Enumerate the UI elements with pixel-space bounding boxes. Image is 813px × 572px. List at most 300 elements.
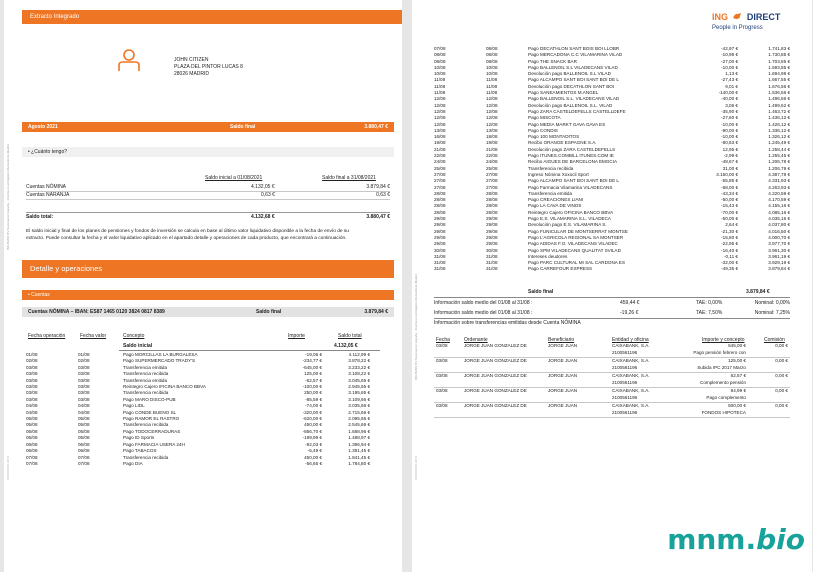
balance: 1.496,56 € (768, 96, 790, 102)
value-date: 28/08 (486, 197, 498, 203)
balance: 3.108,22 € (348, 371, 370, 377)
concept: Pago ADIDAS F.O. VILADECANS VILADEC (528, 241, 618, 247)
transfer-ordering: JORGE JUAN GONZALEZ DE (464, 358, 527, 363)
transfer-concept: Complemento pensión (700, 379, 746, 385)
amount: 3.150,00 € (716, 171, 738, 177)
concept: Pago E.S. VILAMARINA S.L. VILADECA (528, 216, 611, 222)
transfer-ordering: JORGE JUAN GONZALEZ DE (464, 373, 527, 378)
op-date: 04/08 (26, 403, 38, 409)
transfer-amount: 125,00 € (728, 358, 746, 363)
op-date: 29/08 (434, 241, 446, 247)
value-date: 29/08 (486, 241, 498, 247)
amount: -40,00 € (721, 96, 738, 102)
concept: Pago BALLENOIL S.L. VILADECANS VILAD (528, 96, 620, 102)
concept: Pago Farmacia Vilamarina VILADECANS (528, 184, 613, 190)
account-final-label: Saldo final (256, 309, 282, 315)
op-date: 29/08 (434, 222, 446, 228)
concept: Pago RAMOR EL RASTRO (123, 416, 180, 422)
value-date: 06/08 (78, 448, 90, 454)
value-date: 05/08 (78, 435, 90, 441)
transfer-beneficiary: JORGE JUAN (548, 373, 578, 378)
op-date: 31/08 (434, 266, 446, 272)
amount: -2,99 € (723, 153, 738, 159)
transfer-row (434, 403, 790, 418)
accounts-title: • Cuentas (28, 292, 50, 298)
summary-bar (22, 122, 394, 132)
concept: Pago TODOCERRADURAS (123, 428, 181, 434)
value-date: 25/08 (486, 165, 498, 171)
amount: -48,67 € (721, 159, 738, 165)
how-much-row (26, 192, 390, 200)
concept: Pago CONDE BUENO SL (123, 409, 177, 415)
balance: 3.961,19 € (768, 253, 790, 259)
final-balance-amount: 3.879,84 € (746, 289, 770, 295)
avg-row (434, 300, 790, 307)
transfer-ordering: JORGE JUAN GONZALEZ DE (464, 343, 527, 348)
amount: 31,00 € (722, 165, 738, 171)
value-date: 05/08 (78, 422, 90, 428)
value-date: 06/08 (78, 441, 90, 447)
balance: 3.977,70 € (768, 241, 790, 247)
concept: Ingreso Nómina Xoxocil Sport (528, 171, 589, 177)
balance: 2.715,66 € (348, 409, 370, 415)
amount: -80,63 € (721, 140, 738, 146)
balance: 4.112,99 € (348, 352, 370, 357)
value-date: 28/08 (486, 190, 498, 196)
value-date: 03/08 (78, 384, 90, 390)
concept: Transferencia emitida (123, 364, 167, 370)
balance: 3.879,84 € (768, 266, 790, 272)
value-date: 12/08 (486, 96, 498, 102)
concept: Pago SUPERMERCADO TRADY'S (123, 358, 196, 364)
transfer-row (434, 343, 790, 358)
statement-page-1 (4, 0, 402, 572)
amount: -49,35 € (721, 266, 738, 272)
col-op-date: Fecha operación (28, 333, 66, 339)
avg-row (434, 310, 790, 317)
table-row (434, 159, 790, 165)
avg-label: Información saldo medio del 01/08 al 31/08 : (434, 310, 533, 316)
balance: 1.326,12 € (768, 134, 790, 140)
value-date: 28/08 (486, 203, 498, 209)
initial-balance-label: Saldo inicial (123, 343, 153, 349)
col-balance: Saldo total (338, 333, 362, 339)
value-date: 08/08 (486, 58, 498, 64)
op-date: 10/08 (434, 71, 446, 77)
transfer-amount: 645,00 € (728, 343, 746, 348)
amount: -22,95 € (721, 241, 738, 247)
balance: 4.037,80 € (768, 222, 790, 228)
concept: Pago FARMACIA USERA 24H (123, 441, 185, 447)
table-row (434, 178, 790, 184)
table-row (434, 241, 790, 247)
op-date: 28/08 (434, 203, 446, 209)
transfer-date: 03/08 (436, 373, 448, 378)
concept: Pago CARREFOUR EXPRESS (528, 266, 593, 272)
value-date: 28/08 (486, 209, 498, 215)
divider (434, 297, 790, 298)
concept: Transferencia recibida (123, 371, 169, 377)
value-date: 04/08 (78, 409, 90, 415)
concept: Pago FUNICULAR DE MONTSERRAT MONTSE (528, 228, 628, 234)
amount: -0,11 € (724, 253, 738, 259)
concept: Recibo ORANGE ESPAGNE S.A. (528, 140, 597, 146)
amount: -90,00 € (721, 127, 738, 133)
balance: 3.878,22 € (348, 358, 370, 364)
avg-label: Información saldo medio del 01/08 al 31/08 : (434, 300, 533, 306)
value-date: 07/08 (78, 454, 90, 460)
amount: -19,06 € (305, 352, 322, 357)
value-date: 27/08 (486, 171, 498, 177)
transfer-office: 2100561196 (612, 394, 638, 400)
transfer-entity: CAIXABANK, S.A. (612, 388, 650, 393)
account-bar (22, 307, 394, 317)
transfers-title: Información sobre transferencias emitidas desde Cuenta NÓMINA (434, 320, 581, 326)
op-date: 28/08 (434, 209, 446, 215)
summary-label: Saldo final (230, 124, 256, 130)
op-date: 30/08 (434, 247, 446, 253)
value-date: 03/08 (78, 364, 90, 370)
balance: 2.095,66 € (348, 416, 370, 422)
value-date: 21/08 (486, 146, 498, 152)
tagline: People in Progress (712, 25, 763, 31)
balance: 2.545,66 € (348, 422, 370, 428)
op-date: 12/08 (434, 108, 446, 114)
value-date: 03/08 (78, 371, 90, 377)
concept: Pago MISCOTA (528, 115, 561, 121)
op-date: 19/08 (434, 140, 446, 146)
transfer-concept: Pago pensión febrero con (693, 349, 746, 355)
op-date: 05/08 (26, 422, 38, 428)
concept: Transferencia emitida (123, 377, 167, 383)
amount: -50,00 € (721, 197, 738, 203)
value-date: 27/08 (486, 184, 498, 190)
amount: 9,01 € (725, 83, 738, 89)
amount: -32,00 € (721, 260, 738, 266)
customer-city: 28026 MADRID (174, 71, 210, 77)
concept: Pago TABACOS (123, 448, 157, 454)
amount: -10,98 € (721, 52, 738, 58)
balance: 3.109,66 € (348, 396, 370, 402)
op-date: 06/08 (26, 441, 38, 447)
transfer-commission: 0,00 € (775, 388, 788, 393)
concept: Recibo AIGUES DE BARCELONA EMGCIA (528, 159, 618, 165)
table-row (434, 248, 790, 254)
value-date: 31/08 (486, 260, 498, 266)
op-date: 06/08 (26, 448, 38, 454)
op-date: 12/08 (434, 121, 446, 127)
op-date: 28/08 (434, 190, 446, 196)
col-commission: Comisión (764, 337, 785, 343)
amount: -35,90 € (721, 108, 738, 114)
balance: 4.035,16 € (768, 216, 790, 222)
balance: 3.961,30 € (768, 247, 790, 253)
value-date: 24/08 (486, 159, 498, 165)
total-row (26, 212, 390, 222)
op-date: 25/08 (434, 165, 446, 171)
value-date: 29/08 (486, 216, 498, 222)
amount: -100,00 € (302, 384, 322, 390)
amount: -74,00 € (305, 403, 322, 409)
op-date: 12/08 (434, 115, 446, 121)
op-date: 03/08 (26, 377, 38, 383)
amount: -620,00 € (302, 416, 322, 422)
final-balance-label: Saldo final (528, 289, 554, 295)
transfer-beneficiary: JORGE JUAN (548, 358, 578, 363)
balance: 1.693,85 € (768, 64, 790, 70)
op-date: 11/08 (434, 77, 446, 83)
op-date: 27/08 (434, 171, 446, 177)
concept: Pago 100 MONTADITOS (528, 134, 580, 140)
balance: 1.396,94 € (348, 441, 370, 447)
op-date: 22/08 (434, 153, 446, 159)
value-date: 18/08 (486, 134, 498, 140)
table-row (434, 229, 790, 235)
value-date: 04/08 (78, 403, 90, 409)
transfer-beneficiary: JORGE JUAN (548, 343, 578, 348)
value-date: 05/08 (78, 428, 90, 434)
brand-direct: DIRECT (746, 12, 781, 22)
amount: -15,80 € (721, 234, 738, 240)
concept: Pago SPM VILADECANS QUALITAT SVILAD (528, 247, 621, 253)
balance: 1.694,98 € (768, 71, 790, 77)
concept: Pago MARO DISCO-PUB (123, 396, 176, 402)
transfer-amount: 500,00 € (728, 403, 746, 408)
value-date: 12/08 (486, 115, 498, 121)
concept: Pago CONDIS (528, 127, 558, 133)
op-date: 05/08 (26, 416, 38, 422)
op-date: 27/08 (434, 184, 446, 190)
concept: Pago ITUNES.COMBILL ITUNES.COM IE (528, 153, 614, 159)
transfers-list (434, 343, 790, 418)
balance: 3.929,19 € (768, 260, 790, 266)
concept: Devolución pago E.S. VILAMARINA S. (528, 222, 607, 228)
accounts-bar (22, 290, 394, 300)
details-bar (22, 260, 394, 278)
amount: -856,70 € (302, 428, 322, 434)
avg-nominal: Nominal: 0,00% (754, 300, 790, 306)
amount: -56,65 € (305, 460, 322, 466)
transfer-office: 2100561196 (612, 379, 638, 385)
balance: 1.741,83 € (768, 46, 790, 51)
op-date: 11/08 (434, 90, 446, 96)
transfer-amount: 84,99 € (730, 388, 746, 393)
balance: 1.258,44 € (768, 146, 790, 152)
divider (119, 350, 380, 351)
amount: -199,99 € (302, 435, 322, 441)
amount: -10,00 € (721, 64, 738, 70)
account-final: 0,63 € (376, 192, 390, 198)
col-entity: Entidad y oficina (612, 337, 649, 343)
balance: 1.688,96 € (348, 428, 370, 434)
amount: -42,97 € (721, 46, 738, 51)
balance: 4.155,16 € (768, 203, 790, 209)
balance: 4.263,93 € (768, 184, 790, 190)
op-date: 29/08 (434, 228, 446, 234)
op-date: 07/08 (434, 46, 446, 51)
transfer-beneficiary: JORGE JUAN (548, 388, 578, 393)
balance: 1.730,85 € (768, 52, 790, 58)
balance: 1.499,62 € (768, 102, 790, 108)
concept: Pago MEDIA MARKT GAVA GAVA ES (528, 121, 606, 127)
concept: Transferencia emitida (528, 190, 572, 196)
value-date: 13/08 (486, 127, 498, 133)
transfer-entity: CAIXABANK, S.A. (612, 343, 650, 348)
value-date: 05/08 (78, 416, 90, 422)
balance: 1.841,45 € (348, 454, 370, 460)
header-label: Extracto Integrado (30, 14, 80, 20)
concept: Pago LA CAVA DE VINOS (528, 203, 582, 209)
value-date: 11/08 (486, 90, 498, 96)
side-code: XXXXXXXX 3 0 0 (6, 456, 10, 480)
balance: 1.391,45 € (348, 448, 370, 454)
transfer-date: 03/08 (436, 343, 448, 348)
balance: 3.045,65 € (348, 377, 370, 383)
header-bar (22, 10, 402, 24)
transfer-row (434, 373, 790, 388)
op-date: 28/08 (434, 197, 446, 203)
value-date: 10/08 (486, 71, 498, 77)
transfer-commission: 0,00 € (775, 343, 788, 348)
concept: Transferencia recibida (123, 454, 169, 460)
op-date: 05/08 (26, 428, 38, 434)
amount: -92,03 € (305, 441, 322, 447)
concept: Devolución pago DECATHLON SANT BOI (528, 83, 615, 89)
col-beneficiary: Beneficiario (548, 337, 575, 343)
account-initial: 0,63 € (261, 192, 275, 198)
concept: Pago SANEAMIENTOS M.ANGEL (528, 90, 599, 96)
op-date: 31/08 (434, 253, 446, 259)
concept: Devolución pago BALLENOIL S.L. VILAD (528, 102, 613, 108)
op-date: 03/08 (26, 390, 38, 396)
transfer-entity: CAIXABANK, S.A. (612, 403, 650, 408)
side-code: XXXXXXXX 3 0 0 (414, 456, 418, 480)
op-date: 21/08 (434, 146, 446, 152)
transfer-office: 2100561196 (612, 364, 638, 370)
amount: 1,13 € (725, 71, 738, 77)
op-date: 03/08 (26, 384, 38, 390)
concept: Pago DECATHLON SANT BOIS BOI LLOBR (528, 46, 620, 51)
op-date: 07/08 (26, 454, 38, 460)
value-date: 29/08 (486, 228, 498, 234)
balance: 1.667,55 € (768, 77, 790, 83)
op-date: 27/08 (434, 178, 446, 184)
amount: -10,00 € (721, 121, 738, 127)
col-final-header: Saldo final a 31/08/2021 (322, 175, 376, 181)
transfer-entity: CAIXABANK, S.A. (612, 358, 650, 363)
op-date: 12/08 (434, 96, 446, 102)
transfer-commission: 0,00 € (775, 373, 788, 378)
transfer-amount: 62,57 € (730, 373, 746, 378)
value-date: 29/08 (486, 234, 498, 240)
op-date: 02/08 (26, 358, 38, 364)
op-date: 04/08 (26, 409, 38, 415)
value-date: 30/08 (486, 247, 498, 253)
balance: 1.536,56 € (768, 90, 790, 96)
watermark-logo: mnm.bio (667, 523, 805, 556)
op-date: 07/08 (26, 460, 38, 466)
value-date: 08/08 (486, 52, 498, 58)
how-much-title: • ¿Cuánto tengo? (22, 147, 394, 157)
transfer-commission: 0,00 € (775, 403, 788, 408)
value-date: 01/08 (78, 352, 90, 357)
concept: Devolución pago BALLENOIL S.L VILAD (528, 71, 611, 77)
amount: 3,06 € (725, 102, 738, 108)
concept: Pago MORCILLAS LA BURGALESA (123, 352, 198, 357)
value-date: 27/08 (486, 178, 498, 184)
op-date: 08/08 (434, 52, 446, 58)
op-date: 11/08 (434, 83, 446, 89)
op-date: 24/08 (434, 159, 446, 165)
col-amount: Importe (288, 333, 305, 339)
summary-period: Agosto 2021 (28, 124, 58, 130)
ing-direct-logo (712, 7, 780, 31)
details-title: Detalle y operaciones (30, 264, 103, 273)
concept: Transferencia recibida (528, 165, 574, 171)
op-date: 13/08 (434, 127, 446, 133)
table-row (26, 461, 370, 467)
balance: 1.206,78 € (768, 159, 790, 165)
op-date: 03/08 (26, 364, 38, 370)
transfer-ordering: JORGE JUAN GONZALEZ DE (464, 388, 527, 393)
amount: 12,95 € (722, 146, 738, 152)
concept: Pago L'AGRICOLA REGIONAL SA MONTSER (528, 234, 624, 240)
amount: 250,00 € (304, 390, 322, 396)
transfer-commission: 0,00 € (775, 358, 788, 363)
total-final: 3.880,47 € (366, 214, 390, 220)
value-date: 31/08 (486, 266, 498, 272)
concept: Pago BALLENOIL S.L VILADECANS VILAD (528, 64, 618, 70)
account-name: Cuentas NÓMINA (26, 184, 67, 190)
balance: 1.676,56 € (768, 83, 790, 89)
amount: -140,00 € (718, 90, 738, 96)
transfer-row (434, 358, 790, 373)
balance: 1.336,12 € (768, 127, 790, 133)
account-initial: 4.132,05 € (251, 184, 275, 190)
amount: -85,59 € (305, 396, 322, 402)
value-date: 12/08 (486, 108, 498, 114)
op-date: 05/08 (26, 435, 38, 441)
col-initial-header: Saldo inicial a 01/08/2021 (205, 175, 263, 181)
value-date: 03/08 (78, 396, 90, 402)
amount: -55,85 € (721, 178, 738, 184)
concept: Pago ALCAMPO SANT BOI SANT BOI DE L (528, 77, 619, 83)
op-date: 31/08 (434, 260, 446, 266)
balance: 3.195,65 € (348, 390, 370, 396)
concept: Pago ID Sports (123, 435, 155, 441)
concept: Pago DIA (123, 460, 143, 466)
amount: -68,00 € (721, 184, 738, 190)
value-date: 11/08 (486, 77, 498, 83)
balance: 1.206,78 € (768, 165, 790, 171)
amount: -5,49 € (307, 448, 322, 454)
transfer-concept: Pago complemento (706, 394, 746, 400)
col-transfer-date: Fecha (436, 337, 450, 343)
amount: -320,00 € (302, 409, 322, 415)
balance: 3.035,66 € (348, 403, 370, 409)
concept: Pago ALCAMPO SANT BOI SANT BOI DE L (528, 178, 619, 184)
transfer-beneficiary: JORGE JUAN (548, 403, 578, 408)
value-date: 07/08 (78, 460, 90, 466)
value-date: 29/08 (486, 222, 498, 228)
concept: Devolución pago ZARA CASTELDEFELLS (528, 146, 616, 152)
balance: 4.331,93 € (768, 178, 790, 184)
value-date: 22/08 (486, 153, 498, 159)
initial-balance-amount: 4.132,05 € (334, 343, 358, 349)
col-ordering: Ordenante (464, 337, 488, 343)
amount: -43,34 € (721, 190, 738, 196)
op-date: 12/08 (434, 102, 446, 108)
